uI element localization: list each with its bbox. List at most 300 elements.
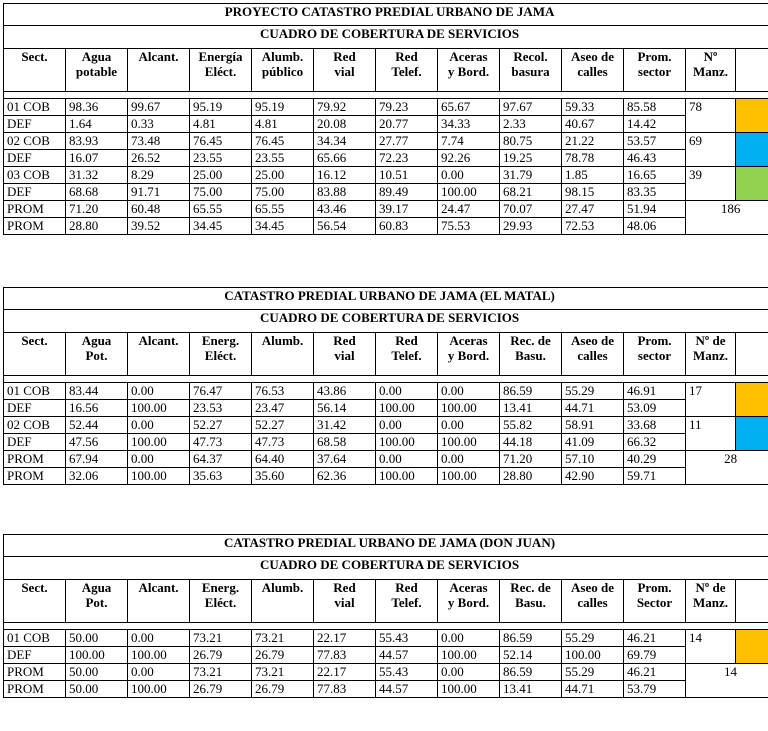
table-cell: 55.29 (562, 630, 624, 647)
table-subtitle-row (4, 310, 768, 333)
table-cell: 100.00 (66, 647, 128, 664)
table-cell: 0.00 (438, 417, 500, 434)
prom-row (4, 451, 768, 468)
table-cell: 22.17 (314, 664, 376, 681)
table-cell: 100.00 (376, 468, 438, 485)
table-cell: 4.81 (190, 116, 252, 133)
column-header (376, 580, 438, 623)
coverage-table (3, 534, 768, 698)
column-header (128, 333, 190, 376)
prom-row (4, 664, 768, 681)
column-header-line: Red (333, 49, 356, 64)
column-header (624, 580, 686, 623)
table-cell: 56.14 (314, 400, 376, 417)
table-cell: 46.91 (624, 383, 686, 400)
column-header (686, 580, 736, 623)
table-cell: DEF (4, 647, 66, 664)
coverage-table (3, 287, 768, 485)
spacer-cell (4, 623, 768, 630)
column-header-line: Rec. de (510, 580, 551, 595)
table-cell: 50.00 (66, 630, 128, 647)
table-cell: 59.71 (624, 468, 686, 485)
table-cell: 53.57 (624, 133, 686, 150)
column-header (562, 333, 624, 376)
column-header-line: calles (577, 348, 608, 363)
table-cell: 55.43 (376, 630, 438, 647)
column-header (4, 580, 66, 623)
column-header (66, 580, 128, 623)
column-header (500, 580, 562, 623)
prom-row (4, 218, 768, 235)
column-header (438, 580, 500, 623)
table-subtitle-row (4, 26, 768, 49)
column-header-line: potable (75, 64, 118, 79)
table-cell: 14.42 (624, 116, 686, 133)
table-cell: 0.00 (128, 417, 190, 434)
column-header-line: Red (333, 580, 356, 595)
table-cell: 65.67 (438, 99, 500, 116)
manzanas-count: 17 (686, 383, 736, 417)
column-header-line: Nº de (695, 333, 726, 348)
table-subtitle: CUADRO DE COBERTURA DE SERVICIOS (4, 26, 768, 49)
table-cell: 77.83 (314, 681, 376, 698)
column-header (190, 333, 252, 376)
table-cell: 16.65 (624, 167, 686, 184)
column-header-line: Alumb. (261, 333, 304, 348)
column-header-line: y Bord. (447, 64, 490, 79)
column-header-line: Energía (198, 49, 243, 64)
table-cell: 34.45 (190, 218, 252, 235)
table-subtitle-row (4, 557, 768, 580)
column-header (500, 49, 562, 92)
table-cell: 23.47 (252, 400, 314, 417)
column-header-line: Prom. (637, 333, 672, 348)
table-cell: 100.00 (438, 647, 500, 664)
table-cell: 2.33 (500, 116, 562, 133)
table-cell: 50.00 (66, 681, 128, 698)
table-cell: 62.36 (314, 468, 376, 485)
manzanas-count: 39 (686, 167, 736, 201)
table-cell: DEF (4, 434, 66, 451)
table-cell: 22.17 (314, 630, 376, 647)
table-cell: 4.81 (252, 116, 314, 133)
table-row (4, 630, 768, 647)
header-row (4, 580, 768, 623)
column-header-line: Recol. (513, 49, 548, 64)
table-cell: 100.00 (128, 468, 190, 485)
table-cell: PROM (4, 664, 66, 681)
table-cell: 55.29 (562, 664, 624, 681)
table-cell: 23.55 (190, 150, 252, 167)
table-cell: 53.79 (624, 681, 686, 698)
header-row (4, 333, 768, 376)
table-cell: 75.00 (252, 184, 314, 201)
manzanas-count: 78 (686, 99, 736, 133)
total-manzanas: 186 (686, 201, 768, 235)
column-header (128, 49, 190, 92)
table-cell: 83.93 (66, 133, 128, 150)
table-row (4, 184, 768, 201)
column-header-line: Alcant. (138, 580, 179, 595)
table-cell: DEF (4, 184, 66, 201)
table-cell: 100.00 (128, 400, 190, 417)
table-cell: 44.71 (562, 681, 624, 698)
table-cell: 55.29 (562, 383, 624, 400)
table-cell: 59.33 (562, 99, 624, 116)
column-header-line: Basu. (515, 348, 546, 363)
column-header-line: Agua (81, 580, 112, 595)
column-header-line: Alumb. (261, 580, 304, 595)
table-cell: 65.55 (190, 201, 252, 218)
table-cell: 01 COB (4, 630, 66, 647)
column-header (66, 333, 128, 376)
table-cell: 31.32 (66, 167, 128, 184)
table-cell: 39.17 (376, 201, 438, 218)
table-cell: 24.47 (438, 201, 500, 218)
table-cell: 100.00 (128, 434, 190, 451)
spacer-cell (4, 376, 768, 383)
table-cell: 75.00 (190, 184, 252, 201)
column-header-line: Eléct. (204, 595, 237, 610)
column-header-line: Red (395, 49, 418, 64)
table-cell: 13.41 (500, 400, 562, 417)
table-title: PROYECTO CATASTRO PREDIAL URBANO DE JAMA (4, 4, 768, 26)
column-header-line: Aseo de (571, 49, 614, 64)
table-cell: 64.37 (190, 451, 252, 468)
table-title: CATASTRO PREDIAL URBANO DE JAMA (DON JUAN) (4, 535, 768, 557)
table-cell: 0.33 (128, 116, 190, 133)
table-cell: 76.45 (190, 133, 252, 150)
table-cell: 0.00 (376, 383, 438, 400)
table-cell: 80.75 (500, 133, 562, 150)
column-header-line: Red (395, 333, 418, 348)
column-header-line: Pot. (85, 348, 108, 363)
table-cell: 0.00 (438, 451, 500, 468)
manzanas-count: 11 (686, 417, 736, 451)
prom-row (4, 468, 768, 485)
column-header (314, 580, 376, 623)
table-cell: 19.25 (500, 150, 562, 167)
column-header (624, 49, 686, 92)
table-cell: 52.44 (66, 417, 128, 434)
column-header-line: Energ. (201, 333, 240, 348)
column-header (190, 580, 252, 623)
color-header (736, 333, 768, 376)
table-cell: 34.33 (438, 116, 500, 133)
table-cell: 100.00 (376, 434, 438, 451)
table-cell: 31.42 (314, 417, 376, 434)
table-cell: 28.80 (66, 218, 128, 235)
table-cell: 0.00 (438, 383, 500, 400)
column-header-line: Telef. (391, 595, 422, 610)
manzanas-count: 14 (686, 630, 736, 664)
sector-color-swatch (736, 133, 768, 167)
table-cell: 28.80 (500, 468, 562, 485)
column-header-line: Manz. (692, 595, 729, 610)
color-header (736, 49, 768, 92)
table-cell: 40.29 (624, 451, 686, 468)
table-cell: 100.00 (128, 681, 190, 698)
table-cell: 44.18 (500, 434, 562, 451)
table-cell: 0.00 (376, 451, 438, 468)
table-subtitle: CUADRO DE COBERTURA DE SERVICIOS (4, 310, 768, 333)
column-header-line: y Bord. (447, 348, 490, 363)
table-cell: 34.34 (314, 133, 376, 150)
column-header-line: vial (334, 64, 355, 79)
column-header (500, 333, 562, 376)
column-header-line: Telef. (391, 348, 422, 363)
column-header-line: Aceras (449, 333, 488, 348)
column-header-line: basura (511, 64, 550, 79)
column-header-line: público (261, 64, 304, 79)
table-cell: 48.06 (624, 218, 686, 235)
column-header-line: Prom. (637, 49, 672, 64)
spacer-cell (4, 92, 768, 99)
table-cell: 26.79 (190, 681, 252, 698)
table-cell: 0.00 (128, 664, 190, 681)
table-cell: 60.48 (128, 201, 190, 218)
table-cell: 32.06 (66, 468, 128, 485)
table-cell: 79.92 (314, 99, 376, 116)
column-header-line: vial (334, 595, 355, 610)
table-cell: DEF (4, 116, 66, 133)
column-header-line: Rec. de (510, 333, 551, 348)
column-header-line: sector (637, 348, 672, 363)
table-cell: 55.82 (500, 417, 562, 434)
table-cell: 57.10 (562, 451, 624, 468)
table-cell: DEF (4, 400, 66, 417)
column-header (314, 333, 376, 376)
spacer-row (4, 623, 768, 630)
column-header-line: Aseo de (571, 333, 614, 348)
sector-color-swatch (736, 630, 768, 664)
table-cell: 83.44 (66, 383, 128, 400)
column-header-line: Agua (81, 333, 112, 348)
table-cell: 71.20 (66, 201, 128, 218)
table-cell: 92.26 (438, 150, 500, 167)
table-cell: 75.53 (438, 218, 500, 235)
prom-row (4, 681, 768, 698)
table-cell: 34.45 (252, 218, 314, 235)
table-cell: 71.20 (500, 451, 562, 468)
table-cell: 0.00 (128, 451, 190, 468)
column-header-line: Sect. (21, 580, 48, 595)
sector-color-swatch (736, 417, 768, 451)
column-header (4, 333, 66, 376)
prom-row (4, 201, 768, 218)
table-cell: 97.67 (500, 99, 562, 116)
table-cell: 20.77 (376, 116, 438, 133)
table-cell: 100.00 (438, 681, 500, 698)
table-cell: 25.00 (252, 167, 314, 184)
table-cell: 16.56 (66, 400, 128, 417)
table-cell: 8.29 (128, 167, 190, 184)
column-header (4, 49, 66, 92)
table-cell: 44.57 (376, 681, 438, 698)
table-row (4, 116, 768, 133)
table-cell: 60.83 (376, 218, 438, 235)
table-cell: 23.53 (190, 400, 252, 417)
column-header-line: Pot. (85, 595, 108, 610)
table-cell: 27.47 (562, 201, 624, 218)
table-cell: 66.32 (624, 434, 686, 451)
table-row (4, 133, 768, 150)
table-cell: 65.66 (314, 150, 376, 167)
column-header-line: Prom. (637, 580, 672, 595)
column-header-line: Nº (703, 49, 718, 64)
table-title-row (4, 535, 768, 557)
table-title-row (4, 288, 768, 310)
column-header-line: Eléct. (204, 64, 237, 79)
table-cell: DEF (4, 150, 66, 167)
table-cell: 0.00 (128, 630, 190, 647)
table-cell: 52.27 (190, 417, 252, 434)
table-cell: 16.12 (314, 167, 376, 184)
table-cell: 100.00 (438, 468, 500, 485)
column-header-line: Nº de (695, 580, 726, 595)
table-cell: 47.73 (190, 434, 252, 451)
table-cell: PROM (4, 451, 66, 468)
table-cell: 40.67 (562, 116, 624, 133)
table-cell: 79.23 (376, 99, 438, 116)
table-cell: 83.88 (314, 184, 376, 201)
column-header-line: vial (334, 348, 355, 363)
table-cell: 43.86 (314, 383, 376, 400)
table-cell: 73.21 (190, 664, 252, 681)
table-cell: 25.00 (190, 167, 252, 184)
sector-color-swatch (736, 99, 768, 133)
table-cell: 46.21 (624, 630, 686, 647)
table-cell: 7.74 (438, 133, 500, 150)
column-header-line: Sector (636, 595, 673, 610)
table-cell: 23.55 (252, 150, 314, 167)
column-header-line: Alumb. (261, 49, 304, 64)
table-cell: 41.09 (562, 434, 624, 451)
table-cell: 0.00 (438, 664, 500, 681)
table-cell: 73.48 (128, 133, 190, 150)
table-cell: 95.19 (190, 99, 252, 116)
column-header-line: Basu. (515, 595, 546, 610)
table-cell: 85.58 (624, 99, 686, 116)
table-title-row (4, 4, 768, 26)
manzanas-count: 69 (686, 133, 736, 167)
column-header (128, 580, 190, 623)
table-cell: 67.94 (66, 451, 128, 468)
table-cell: 26.79 (190, 647, 252, 664)
table-cell: PROM (4, 468, 66, 485)
table-cell: PROM (4, 218, 66, 235)
column-header (438, 49, 500, 92)
column-header-line: Alcant. (138, 49, 179, 64)
table-cell: 27.77 (376, 133, 438, 150)
table-row (4, 167, 768, 184)
table-cell: 0.00 (376, 417, 438, 434)
column-header (252, 580, 314, 623)
table-cell: 21.22 (562, 133, 624, 150)
column-header-line: Sect. (21, 49, 48, 64)
spacer-row (4, 92, 768, 99)
table-cell: 73.21 (252, 664, 314, 681)
table-cell: 44.71 (562, 400, 624, 417)
table-cell: 51.94 (624, 201, 686, 218)
table-cell: 98.15 (562, 184, 624, 201)
table-cell: 37.64 (314, 451, 376, 468)
table-cell: 76.47 (190, 383, 252, 400)
table-row (4, 383, 768, 400)
table-cell: 100.00 (438, 400, 500, 417)
table-cell: 50.00 (66, 664, 128, 681)
table-cell: 55.43 (376, 664, 438, 681)
column-header-line: Manz. (692, 64, 729, 79)
spacer-row (4, 376, 768, 383)
column-header (190, 49, 252, 92)
total-manzanas: 28 (686, 451, 768, 485)
table-row (4, 417, 768, 434)
table-cell: 47.73 (252, 434, 314, 451)
table-cell: 01 COB (4, 383, 66, 400)
table-cell: 95.19 (252, 99, 314, 116)
column-header (686, 49, 736, 92)
coverage-table (3, 3, 768, 235)
column-header-line: Aceras (449, 580, 488, 595)
table-cell: 76.45 (252, 133, 314, 150)
total-manzanas: 14 (686, 664, 768, 698)
column-header-line: Red (333, 333, 356, 348)
column-header-line: Agua (81, 49, 112, 64)
table-cell: 65.55 (252, 201, 314, 218)
table-row (4, 150, 768, 167)
table-title: CATASTRO PREDIAL URBANO DE JAMA (EL MATAL) (4, 288, 768, 310)
table-cell: 64.40 (252, 451, 314, 468)
table-cell: 72.53 (562, 218, 624, 235)
table-cell: 39.52 (128, 218, 190, 235)
column-header (376, 49, 438, 92)
table-cell: 89.49 (376, 184, 438, 201)
table-cell: 26.79 (252, 681, 314, 698)
table-cell: 100.00 (128, 647, 190, 664)
table-cell: 53.09 (624, 400, 686, 417)
table-cell: 56.54 (314, 218, 376, 235)
table-cell: 100.00 (562, 647, 624, 664)
column-header-line: Sect. (21, 333, 48, 348)
table-cell: 76.53 (252, 383, 314, 400)
table-cell: 47.56 (66, 434, 128, 451)
table-cell: 35.63 (190, 468, 252, 485)
table-cell: 02 COB (4, 417, 66, 434)
table-cell: 0.00 (438, 630, 500, 647)
table-cell: PROM (4, 681, 66, 698)
table-cell: 83.35 (624, 184, 686, 201)
table-cell: 99.67 (128, 99, 190, 116)
table-cell: 20.08 (314, 116, 376, 133)
column-header (252, 49, 314, 92)
table-row (4, 434, 768, 451)
column-header-line: Aceras (449, 49, 488, 64)
column-header-line: Manz. (692, 348, 729, 363)
table-cell: 70.07 (500, 201, 562, 218)
column-header (66, 49, 128, 92)
column-header (438, 333, 500, 376)
table-cell: 78.78 (562, 150, 624, 167)
column-header-line: calles (577, 64, 608, 79)
table-cell: 35.60 (252, 468, 314, 485)
column-header (562, 49, 624, 92)
column-header-line: Aseo de (571, 580, 614, 595)
table-row (4, 400, 768, 417)
table-cell: 0.00 (438, 167, 500, 184)
column-header (252, 333, 314, 376)
column-header (562, 580, 624, 623)
